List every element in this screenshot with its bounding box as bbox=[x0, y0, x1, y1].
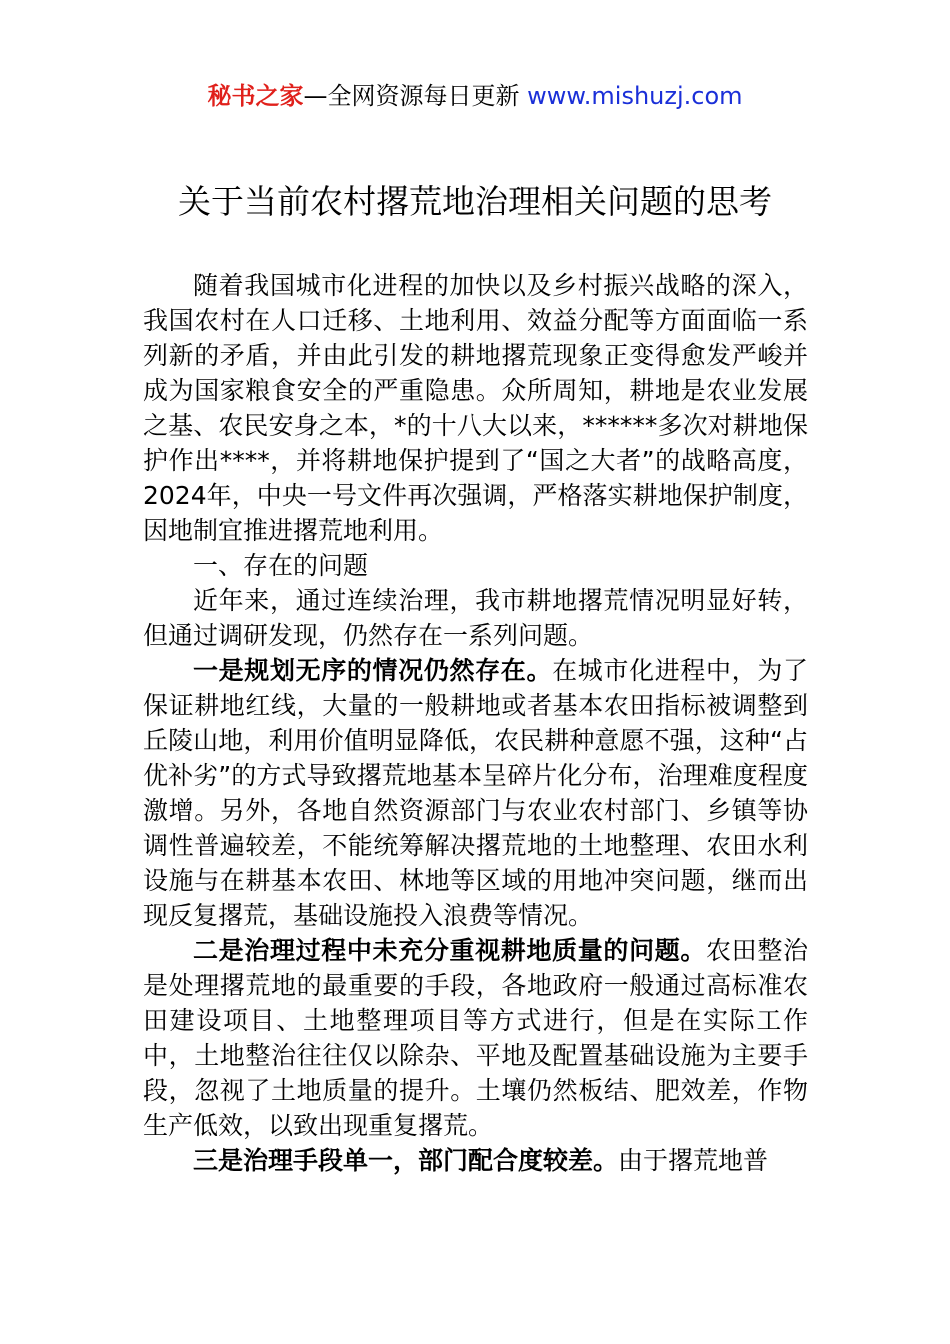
site-brand: 秘书之家 bbox=[207, 82, 304, 110]
document-body bbox=[143, 268, 808, 1178]
paragraph-text: 农田整治是处理撂荒地的最重要的手段，各地政府一般通过高标准农田建设项目、土地整理项目等方式进行，但是在实际工作中，土地整治往往仅以除杂、平地及配置基础设施为主要手段，忽视了土地质量的提升。土壤仍然板结、肥效差，作物生产低效，以致出现重复撂荒。 bbox=[143, 936, 808, 1140]
paragraph-text: 在城市化进程中，为了保证耕地红线，大量的一般耕地或者基本农田指标被调整到丘陵山地，利用价值明显降低，农民耕种意愿不强，这种“占优补劣”的方式导致撂荒地基本呈碎片化分布，治理难度程度激增。另外，各地自然资源部门与农业农村部门、乡镇等协调性普遍较差，不能统筹解决撂荒地的土地整理、农田水利设施与在耕基本农田、林地等区域的用地冲突问题，继而出现反复撂荒，基础设施投入浪费等情况。 bbox=[143, 656, 808, 930]
paragraph-issue-2 bbox=[143, 933, 808, 1143]
site-url-link[interactable]: www.mishuzj.com bbox=[527, 82, 743, 110]
paragraph-issue-3 bbox=[143, 1143, 808, 1178]
paragraph-lead: 二是治理过程中未充分重视耕地质量的问题。 bbox=[193, 936, 707, 965]
section-heading bbox=[143, 548, 808, 583]
paragraph-text: 近年来，通过连续治理，我市耕地撂荒情况明显好转，但通过调研发现，仍然存在一系列问题。 bbox=[143, 586, 808, 650]
paragraph-lead: 三是治理手段单一，部门配合度较差。 bbox=[193, 1146, 619, 1175]
paragraph-overview bbox=[143, 583, 808, 653]
paragraph-text: 由于撂荒地普 bbox=[618, 1146, 769, 1175]
site-tagline: —全网资源每日更新 bbox=[303, 82, 528, 110]
paragraph-intro bbox=[143, 268, 808, 548]
site-header bbox=[0, 80, 950, 112]
paragraph-text: 随着我国城市化进程的加快以及乡村振兴战略的深入，我国农村在人口迁移、土地利用、效益分配等方面面临一系列新的矛盾，并由此引发的耕地撂荒现象正变得愈发严峻并成为国家粮食安全的严重隐患。众所周知，耕地是农业发展之基、农民安身之本，*的十八大以来，******多次对耕地保护作出****，并将耕地保护提到了“国之大者”的战略高度，2024年，中央一号文件再次强调，严格落实耕地保护制度，因地制宜推进撂荒地利用。 bbox=[143, 271, 808, 545]
paragraph-text: 一、存在的问题 bbox=[193, 551, 369, 580]
paragraph-lead: 一是规划无序的情况仍然存在。 bbox=[193, 656, 553, 685]
document-title: 关于当前农村撂荒地治理相关问题的思考 bbox=[178, 182, 772, 221]
paragraph-issue-1 bbox=[143, 653, 808, 933]
